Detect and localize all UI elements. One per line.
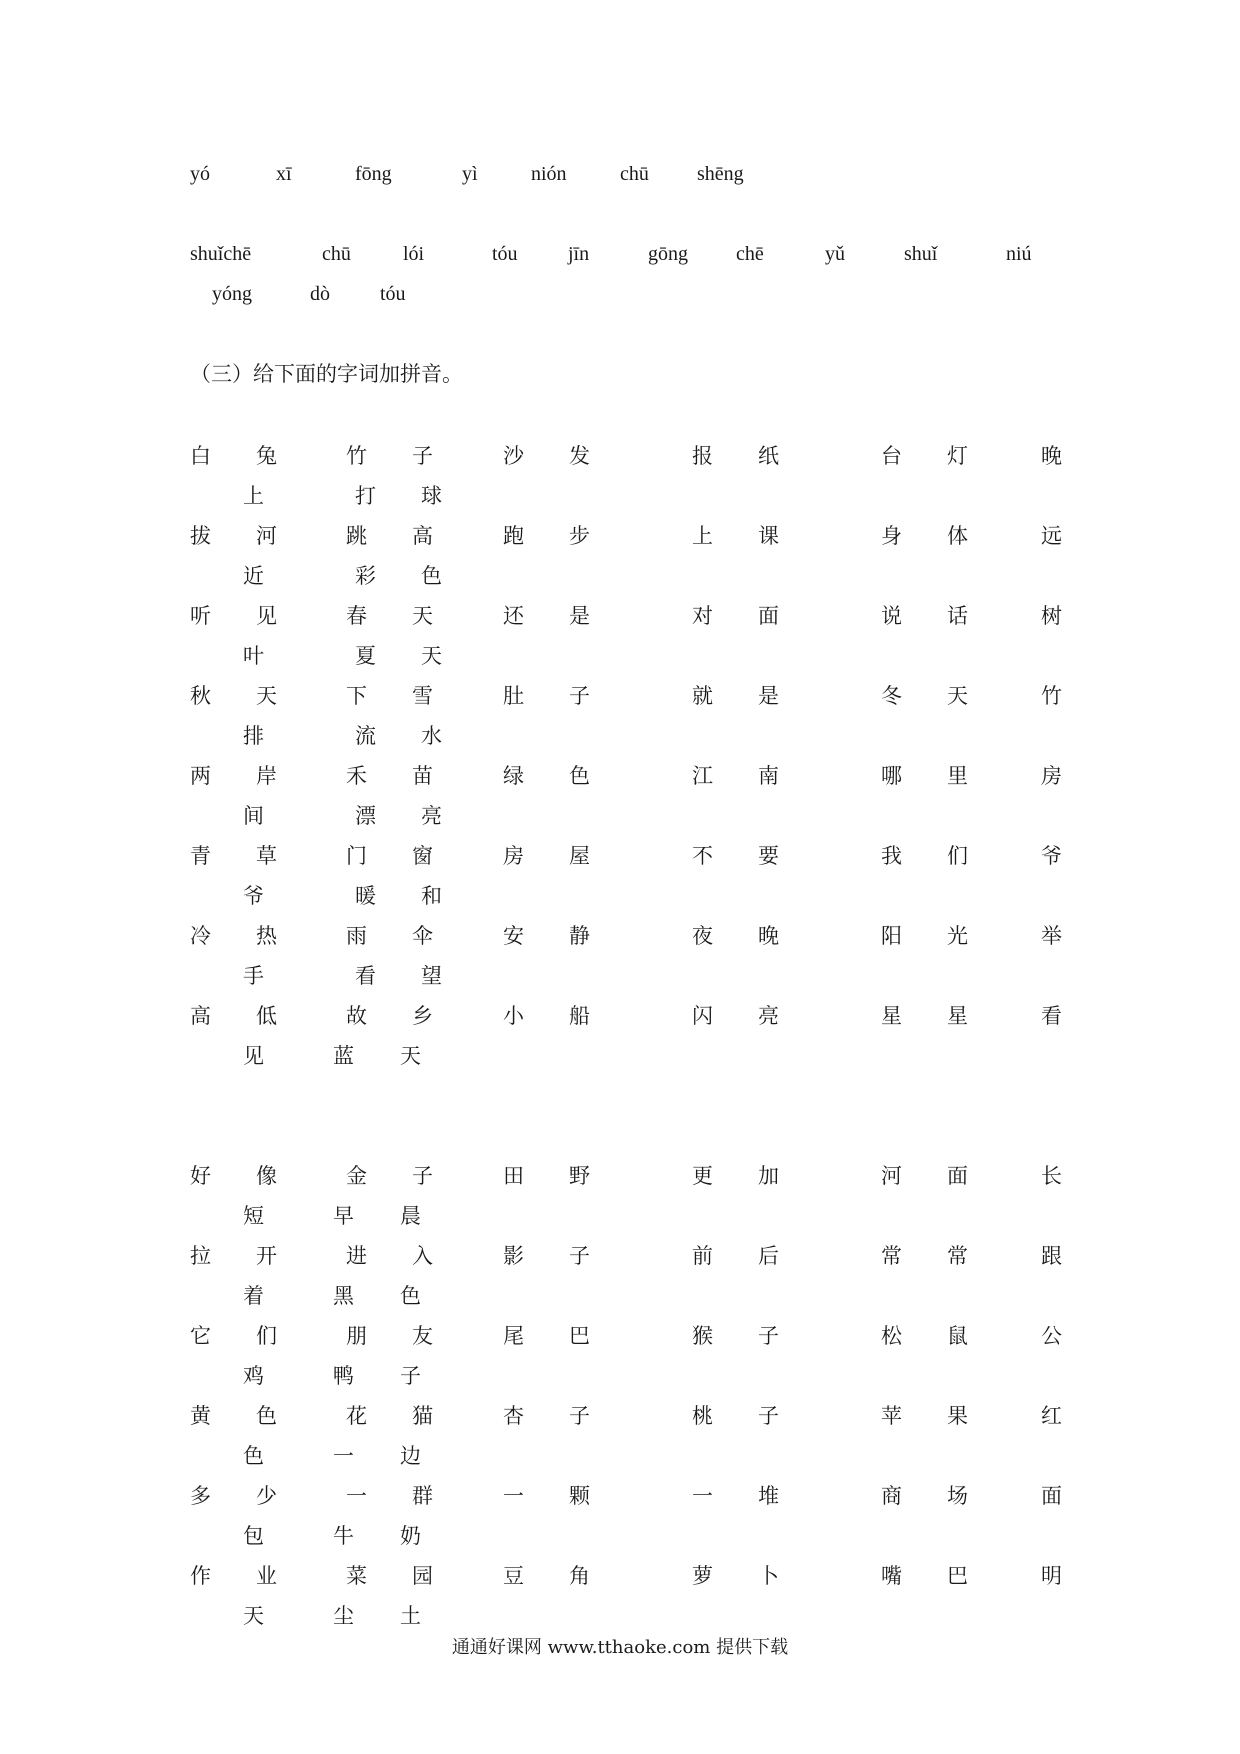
character-cell: 青	[190, 844, 211, 868]
character-cell: 黄	[190, 1404, 211, 1428]
character-cell: 早	[333, 1204, 354, 1228]
character-cell: 红	[1041, 1404, 1062, 1428]
character-cell: 跑	[503, 524, 524, 548]
character-cell: 萝	[692, 1564, 713, 1588]
character-cell: 颗	[569, 1484, 590, 1508]
character-cell: 少	[256, 1484, 277, 1508]
pinyin-syllable: lói	[403, 243, 425, 265]
character-cell: 土	[400, 1604, 421, 1628]
character-cell: 卜	[758, 1564, 779, 1588]
character-cell: 对	[692, 604, 713, 628]
character-cell: 话	[947, 604, 968, 628]
character-cell: 一	[503, 1484, 524, 1508]
character-cell: 树	[1041, 604, 1062, 628]
character-cell: 白	[190, 444, 211, 468]
character-cell: 朋	[346, 1324, 367, 1348]
character-cell: 一	[333, 1444, 354, 1468]
character-cell: 听	[190, 604, 211, 628]
character-cell: 晚	[758, 924, 779, 948]
character-cell: 课	[758, 524, 779, 548]
character-cell: 是	[569, 604, 590, 628]
character-cell: 屋	[569, 844, 590, 868]
pinyin-syllable: chē	[736, 243, 764, 265]
character-cell: 两	[190, 764, 211, 788]
character-cell: 低	[256, 1004, 277, 1028]
character-cell: 说	[881, 604, 902, 628]
character-cell: 远	[1041, 524, 1062, 548]
character-cell: 松	[881, 1324, 902, 1348]
character-cell: 亮	[421, 804, 442, 828]
character-cell: 猫	[412, 1404, 433, 1428]
character-cell: 色	[243, 1444, 264, 1468]
character-cell: 尾	[503, 1324, 524, 1348]
character-cell: 星	[947, 1004, 968, 1028]
character-cell: 们	[947, 844, 968, 868]
character-cell: 天	[400, 1044, 421, 1068]
character-cell: 晨	[400, 1204, 421, 1228]
pinyin-syllable: yó	[190, 163, 210, 185]
character-cell: 田	[503, 1164, 524, 1188]
character-cell: 爷	[1041, 844, 1062, 868]
pinyin-syllable: yì	[462, 163, 478, 185]
character-cell: 野	[569, 1164, 590, 1188]
character-cell: 阳	[881, 924, 902, 948]
pinyin-syllable: yǔ	[825, 243, 845, 265]
character-cell: 着	[243, 1284, 264, 1308]
character-cell: 果	[947, 1404, 968, 1428]
character-cell: 面	[758, 604, 779, 628]
character-cell: 奶	[400, 1524, 421, 1548]
character-cell: 闪	[692, 1004, 713, 1028]
pinyin-syllable: shēng	[697, 163, 744, 185]
character-cell: 明	[1041, 1564, 1062, 1588]
character-cell: 猴	[692, 1324, 713, 1348]
character-cell: 子	[758, 1404, 779, 1428]
character-cell: 雪	[412, 684, 433, 708]
pinyin-syllable: chū	[322, 243, 351, 265]
character-cell: 后	[758, 1244, 779, 1268]
character-cell: 春	[346, 604, 367, 628]
character-cell: 见	[243, 1044, 264, 1068]
footer-text: 通通好课网 www.tthaoke.com 提供下载	[451, 1637, 789, 1658]
character-cell: 冷	[190, 924, 211, 948]
character-cell: 门	[346, 844, 367, 868]
pinyin-syllable: chū	[620, 163, 649, 185]
character-cell: 船	[569, 1004, 590, 1028]
character-cell: 鼠	[947, 1324, 968, 1348]
pinyin-syllable: fōng	[355, 163, 392, 185]
character-cell: 多	[190, 1484, 211, 1508]
character-cell: 江	[692, 764, 713, 788]
character-cell: 纸	[758, 444, 779, 468]
character-cell: 它	[190, 1324, 211, 1348]
character-cell: 举	[1041, 924, 1062, 948]
character-cell: 房	[503, 844, 524, 868]
character-cell: 花	[346, 1404, 367, 1428]
character-cell: 巴	[947, 1564, 968, 1588]
character-cell: 窗	[412, 844, 433, 868]
character-cell: 竹	[346, 444, 367, 468]
character-cell: 们	[256, 1324, 277, 1348]
pinyin-syllable: tóu	[492, 243, 518, 265]
character-cell: 静	[569, 924, 590, 948]
character-cell: 进	[346, 1244, 367, 1268]
character-cell: 黑	[333, 1284, 354, 1308]
character-cell: 菜	[346, 1564, 367, 1588]
character-cell: 天	[243, 1604, 264, 1628]
character-cell: 乡	[412, 1004, 433, 1028]
character-cell: 发	[569, 444, 590, 468]
character-cell: 色	[400, 1284, 421, 1308]
character-cell: 金	[346, 1164, 367, 1188]
character-cell: 里	[947, 764, 968, 788]
pinyin-syllable: jīn	[568, 243, 590, 265]
character-cell: 夜	[692, 924, 713, 948]
character-cell: 岸	[256, 764, 277, 788]
character-cell: 我	[881, 844, 902, 868]
character-cell: 子	[758, 1324, 779, 1348]
character-cell: 不	[692, 844, 713, 868]
character-cell: 看	[355, 964, 376, 988]
character-cell: 苗	[412, 764, 433, 788]
character-cell: 台	[881, 444, 902, 468]
character-cell: 包	[243, 1524, 264, 1548]
character-cell: 鸡	[243, 1364, 264, 1388]
character-cell: 小	[503, 1004, 524, 1028]
pinyin-syllable: xī	[276, 163, 292, 185]
character-cell: 子	[412, 1164, 433, 1188]
character-cell: 开	[256, 1244, 277, 1268]
character-cell: 一	[692, 1484, 713, 1508]
character-cell: 流	[355, 724, 376, 748]
character-cell: 入	[412, 1244, 433, 1268]
character-cell: 子	[412, 444, 433, 468]
character-cell: 天	[412, 604, 433, 628]
character-cell: 竹	[1041, 684, 1062, 708]
pinyin-syllable: dò	[310, 283, 330, 305]
character-cell: 夏	[355, 644, 376, 668]
character-cell: 嘴	[881, 1564, 902, 1588]
character-cell: 短	[243, 1204, 264, 1228]
character-cell: 高	[412, 524, 433, 548]
character-cell: 是	[758, 684, 779, 708]
character-cell: 晚	[1041, 444, 1062, 468]
character-cell: 还	[503, 604, 524, 628]
character-cell: 杏	[503, 1404, 524, 1428]
character-cell: 看	[1041, 1004, 1062, 1028]
character-cell: 水	[421, 724, 442, 748]
character-cell: 河	[256, 524, 277, 548]
character-cell: 高	[190, 1004, 211, 1028]
character-cell: 绿	[503, 764, 524, 788]
character-cell: 彩	[355, 564, 376, 588]
character-cell: 豆	[503, 1564, 524, 1588]
character-cell: 雨	[346, 924, 367, 948]
character-cell: 前	[692, 1244, 713, 1268]
character-cell: 拔	[190, 524, 211, 548]
pinyin-syllable: nión	[531, 163, 567, 185]
character-cell: 苹	[881, 1404, 902, 1428]
character-cell: 鸭	[333, 1364, 354, 1388]
character-cell: 报	[692, 444, 713, 468]
character-cell: 间	[243, 804, 264, 828]
character-cell: 漂	[355, 804, 376, 828]
character-cell: 星	[881, 1004, 902, 1028]
character-cell: 作	[190, 1564, 211, 1588]
pinyin-syllable: gōng	[648, 243, 688, 265]
character-cell: 故	[346, 1004, 367, 1028]
character-cell: 跟	[1041, 1244, 1062, 1268]
character-cell: 河	[881, 1164, 902, 1188]
character-cell: 好	[190, 1164, 211, 1188]
character-cell: 热	[256, 924, 277, 948]
character-cell: 南	[758, 764, 779, 788]
character-cell: 面	[1041, 1484, 1062, 1508]
character-cell: 和	[421, 884, 442, 908]
character-cell: 角	[569, 1564, 590, 1588]
character-cell: 桃	[692, 1404, 713, 1428]
character-cell: 天	[421, 644, 442, 668]
character-cell: 友	[412, 1324, 433, 1348]
character-cell: 像	[256, 1164, 277, 1188]
character-cell: 影	[503, 1244, 524, 1268]
character-cell: 兔	[256, 444, 277, 468]
character-cell: 园	[412, 1564, 433, 1588]
character-cell: 色	[256, 1404, 277, 1428]
pinyin-syllable: yóng	[212, 283, 252, 305]
character-cell: 天	[947, 684, 968, 708]
character-cell: 色	[421, 564, 442, 588]
character-cell: 常	[881, 1244, 902, 1268]
character-cell: 光	[947, 924, 968, 948]
character-cell: 巴	[569, 1324, 590, 1348]
character-cell: 步	[569, 524, 590, 548]
character-cell: 更	[692, 1164, 713, 1188]
character-cell: 子	[400, 1364, 421, 1388]
character-cell: 近	[243, 564, 264, 588]
character-cell: 冬	[881, 684, 902, 708]
character-cell: 常	[947, 1244, 968, 1268]
character-cell: 子	[569, 684, 590, 708]
character-cell: 亮	[758, 1004, 779, 1028]
character-cell: 下	[346, 684, 367, 708]
character-cell: 色	[569, 764, 590, 788]
character-cell: 暖	[355, 884, 376, 908]
character-cell: 安	[503, 924, 524, 948]
character-cell: 跳	[346, 524, 367, 548]
character-cell: 秋	[190, 684, 211, 708]
character-cell: 蓝	[333, 1044, 354, 1068]
pinyin-syllable: shuǐchē	[190, 243, 252, 265]
character-cell: 要	[758, 844, 779, 868]
character-cell: 球	[421, 484, 442, 508]
character-cell: 禾	[346, 764, 367, 788]
character-cell: 身	[881, 524, 902, 548]
character-cell: 子	[569, 1404, 590, 1428]
pinyin-syllable: niú	[1006, 243, 1032, 265]
character-cell: 尘	[333, 1604, 354, 1628]
character-cell: 草	[256, 844, 277, 868]
pinyin-syllable: shuǐ	[904, 243, 938, 265]
character-cell: 拉	[190, 1244, 211, 1268]
character-cell: 业	[256, 1564, 277, 1588]
character-cell: 打	[355, 484, 376, 508]
character-cell: 场	[947, 1484, 968, 1508]
character-cell: 边	[400, 1444, 421, 1468]
character-cell: 上	[243, 484, 264, 508]
character-cell: 体	[947, 524, 968, 548]
section-heading: （三）给下面的字词加拼音。	[190, 362, 463, 386]
character-cell: 伞	[412, 924, 433, 948]
character-cell: 哪	[881, 764, 902, 788]
character-cell: 加	[758, 1164, 779, 1188]
character-cell: 商	[881, 1484, 902, 1508]
character-cell: 一	[346, 1484, 367, 1508]
character-cell: 沙	[503, 444, 524, 468]
character-cell: 肚	[503, 684, 524, 708]
character-cell: 堆	[758, 1484, 779, 1508]
pinyin-syllable: tóu	[380, 283, 406, 305]
character-cell: 牛	[333, 1524, 354, 1548]
character-cell: 就	[692, 684, 713, 708]
character-cell: 长	[1041, 1164, 1062, 1188]
character-cell: 叶	[243, 644, 264, 668]
character-cell: 望	[421, 964, 442, 988]
character-cell: 见	[256, 604, 277, 628]
character-cell: 子	[569, 1244, 590, 1268]
character-cell: 上	[692, 524, 713, 548]
character-cell: 房	[1041, 764, 1062, 788]
character-cell: 天	[256, 684, 277, 708]
character-cell: 排	[243, 724, 264, 748]
character-cell: 面	[947, 1164, 968, 1188]
character-cell: 公	[1041, 1324, 1062, 1348]
character-cell: 手	[243, 964, 264, 988]
character-cell: 群	[412, 1484, 433, 1508]
character-cell: 爷	[243, 884, 264, 908]
character-cell: 灯	[947, 444, 968, 468]
